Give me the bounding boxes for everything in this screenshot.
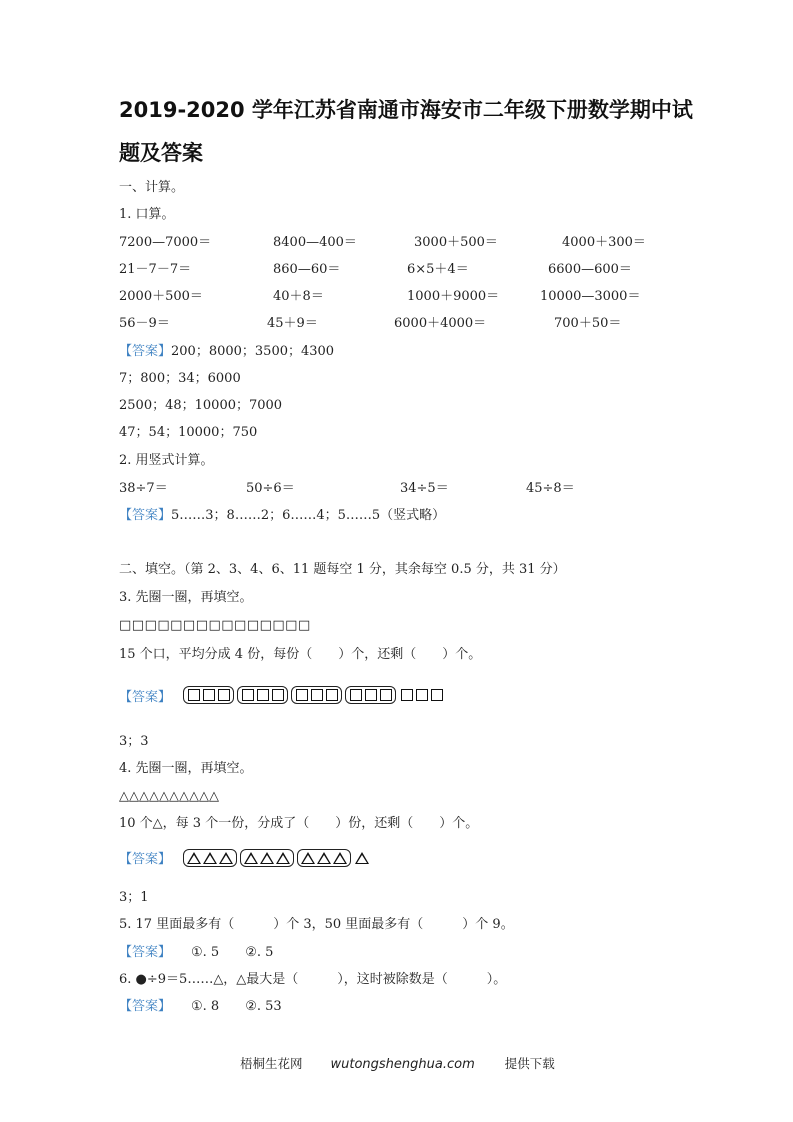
oral-item: 6000＋4000＝	[394, 316, 487, 331]
circled-group	[345, 686, 396, 704]
question-1: 1. 口算。	[119, 207, 175, 222]
division-item: 38÷7＝	[119, 481, 168, 496]
oral-item: 45＋9＝	[267, 316, 318, 331]
answer-tag: 【答案】	[119, 690, 172, 705]
answer-1-line: 47；54；10000；750	[119, 425, 258, 440]
question-5: 5. 17 里面最多有（ ）个 3，50 里面最多有（ ）个 9。	[119, 917, 514, 932]
circled-group	[291, 686, 342, 704]
oral-item: 21－7－7＝	[119, 262, 192, 277]
oral-item: 7200—7000＝	[119, 235, 212, 250]
answer-1-line: 7；800；34；6000	[119, 371, 241, 386]
question-6: 6. ●÷9＝5……△，△最大是（ ），这时被除数是（ ）。	[119, 972, 507, 987]
answer-text: 200；8000；3500；4300	[171, 344, 335, 359]
answer-tag: 【答案】	[119, 999, 172, 1014]
answer-3-circled-squares	[183, 686, 444, 704]
division-item: 34÷5＝	[400, 481, 449, 496]
oral-item: 8400—400＝	[273, 235, 357, 250]
footer	[240, 1058, 555, 1071]
oral-item: 1000＋9000＝	[407, 289, 500, 304]
doc-title-line1: 2019-2020 学年江苏省南通市海安市二年级下册数学期中试	[119, 98, 693, 122]
question-4-text: 10 个△，每 3 个一份，分成了（ ）份，还剩（ ）个。	[119, 816, 479, 831]
oral-item: 6600—600＝	[548, 262, 632, 277]
answer-5-line	[119, 946, 273, 959]
answer-4-text: 3；1	[119, 890, 149, 905]
oral-item: 2000＋500＝	[119, 289, 203, 304]
oral-item: 6×5＋4＝	[407, 262, 469, 277]
question-4-triangles: △△△△△△△△△△	[119, 789, 219, 804]
oral-item: 56－9＝	[119, 316, 170, 331]
answer-tag: 【答案】	[119, 508, 172, 523]
footer-site-url[interactable]: wutongshenghua.com	[330, 1057, 475, 1072]
circled-group	[183, 686, 234, 704]
answer-1-line	[119, 345, 334, 358]
answer-tag: 【答案】	[119, 945, 172, 960]
footer-download-text: 提供下载	[504, 1056, 555, 1071]
oral-item: 3000＋500＝	[414, 235, 498, 250]
answer-text: ①. 5 ②. 5	[191, 945, 274, 960]
section-2-heading: 二、填空。（第 2、3、4、6、11 题每空 1 分，其余每空 0.5 分，共 31 分）	[119, 562, 566, 577]
answer-tag: 【答案】	[119, 344, 172, 359]
answer-3-text: 3；3	[119, 734, 149, 749]
answer-tag: 【答案】	[119, 852, 172, 867]
answer-6-line	[119, 1000, 282, 1013]
footer-site-name: 梧桐生花网	[240, 1056, 303, 1071]
question-3-text: 15 个口，平均分成 4 份，每份（ ）个，还剩（ ）个。	[119, 647, 482, 662]
doc-title-line2: 题及答案	[119, 141, 203, 165]
circled-group	[183, 849, 237, 867]
oral-item: 860—60＝	[273, 262, 341, 277]
answer-text: 5……3；8……2；6……4；5……5（竖式略）	[171, 508, 446, 523]
question-4: 4. 先圈一圈，再填空。	[119, 761, 253, 776]
question-2: 2. 用竖式计算。	[119, 453, 214, 468]
oral-item: 700＋50＝	[554, 316, 622, 331]
circled-group	[240, 849, 294, 867]
section-1-heading: 一、计算。	[119, 180, 185, 195]
oral-item: 40＋8＝	[273, 289, 324, 304]
circled-group	[297, 849, 351, 867]
question-3-squares: □□□□□□□□□□□□□□□	[119, 618, 311, 633]
answer-4-circled-triangles	[183, 849, 370, 867]
circled-group	[237, 686, 288, 704]
oral-item: 4000＋300＝	[562, 235, 646, 250]
division-item: 50÷6＝	[246, 481, 295, 496]
oral-item: 10000—3000＝	[540, 289, 641, 304]
answer-text: ①. 8 ②. 53	[191, 999, 282, 1014]
answer-1-line: 2500；48；10000；7000	[119, 398, 283, 413]
answer-2-line	[119, 509, 445, 522]
division-item: 45÷8＝	[526, 481, 575, 496]
question-3: 3. 先圈一圈，再填空。	[119, 590, 253, 605]
